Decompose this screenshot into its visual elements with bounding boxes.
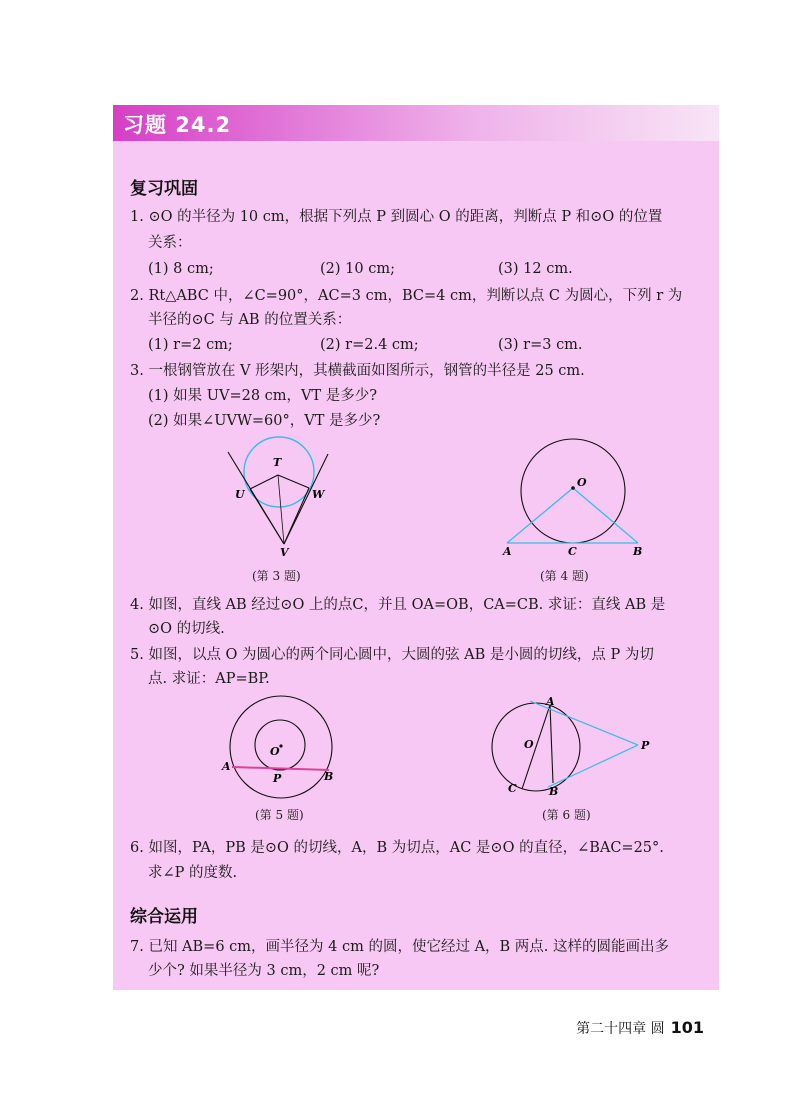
fig4-label-C: C <box>568 545 577 558</box>
fig3-segment-uv <box>250 489 284 544</box>
fig3-caption: (第 3 题) <box>252 569 301 583</box>
q4-line1: 4. 如图，直线 AB 经过⊙O 上的点C，并且 OA=OB，CA=CB. 求证：直线 AB 是 <box>130 597 666 613</box>
fig3-segment-tv <box>278 475 284 544</box>
fig4-label-A: A <box>503 545 512 558</box>
q6-line1: 6. 如图，PA，PB 是⊙O 的切线，A，B 为切点，AC 是⊙O 的直径，∠BAC=25°. <box>130 840 664 856</box>
fig3-label-V: V <box>280 546 289 559</box>
fig5-label-P: P <box>273 772 282 785</box>
q1-option-3: (3) 12 cm. <box>498 261 573 277</box>
fig5-caption: (第 5 题) <box>255 808 304 822</box>
q2-line1: 2. Rt△ABC 中，∠C=90°，AC=3 cm，BC=4 cm，判断以点 C 为圆心，下列 r 为 <box>130 288 683 304</box>
fig4-circle <box>521 439 625 543</box>
fig4-segment-oa <box>507 488 573 543</box>
header-bar <box>113 105 719 141</box>
fig6-label-C: C <box>508 782 517 795</box>
page-number: 101 <box>670 1018 704 1037</box>
exercise-title: 习题 24.2 <box>123 113 232 137</box>
fig6-tangent-pb <box>548 745 638 787</box>
fig6-label-O: O <box>524 738 534 751</box>
figure-4 <box>495 433 655 558</box>
q2-option-2: (2) r=2.4 cm; <box>320 337 419 353</box>
fig4-caption: (第 4 题) <box>540 569 589 583</box>
fig4-label-B: B <box>633 545 643 558</box>
q2-line2: 半径的⊙C 与 AB 的位置关系： <box>148 312 352 328</box>
fig3-segment-tw <box>278 475 309 488</box>
fig4-label-O: O <box>577 476 587 489</box>
q3-sub2: (2) 如果∠UVW=60°，VT 是多少? <box>148 413 381 429</box>
q2-option-1: (1) r=2 cm; <box>148 337 233 353</box>
figure-3 <box>220 432 340 562</box>
fig6-label-A: A <box>546 695 555 708</box>
fig3-label-T: T <box>273 456 282 469</box>
section-review-title: 复习巩固 <box>130 179 198 199</box>
fig5-label-O: O <box>270 745 280 758</box>
fig6-caption: (第 6 题) <box>542 808 591 822</box>
fig6-chord-ab <box>550 705 553 783</box>
fig3-label-W: W <box>312 488 325 501</box>
footer-chapter: 第二十四章 圆 <box>576 1021 665 1037</box>
q5-line1: 5. 如图，以点 O 为圆心的两个同心圆中，大圆的弦 AB 是小圆的切线，点 P 为切 <box>130 647 654 663</box>
fig5-center-dot <box>279 744 282 747</box>
figure-5 <box>218 695 343 805</box>
q1-line2: 关系： <box>148 235 192 251</box>
q1-option-2: (2) 10 cm; <box>320 261 395 277</box>
fig4-center-dot <box>571 486 575 490</box>
q4-line2: ⊙O 的切线. <box>148 621 225 637</box>
fig3-label-U: U <box>235 488 245 501</box>
q3-sub1: (1) 如果 UV=28 cm，VT 是多少? <box>148 388 378 404</box>
fig6-label-B: B <box>549 785 559 798</box>
fig4-segment-ob <box>573 488 638 543</box>
q7-line1: 7. 已知 AB=6 cm，画半径为 4 cm 的圆，使它经过 A，B 两点. 这样的圆能画出多 <box>130 939 670 955</box>
q1-line1: 1. ⊙O 的半径为 10 cm，根据下列点 P 到圆心 O 的距离，判断点 P 和⊙O 的位置 <box>130 209 663 225</box>
figure-6 <box>490 697 660 802</box>
q3-line1: 3. 一根钢管放在 V 形架内，其横截面如图所示，钢管的半径是 25 cm. <box>130 363 585 379</box>
page-footer <box>576 1018 704 1038</box>
fig3-segment-wv <box>284 488 309 544</box>
section-apply-title: 综合运用 <box>130 907 198 927</box>
fig5-label-A: A <box>222 760 231 773</box>
q7-line2: 少个? 如果半径为 3 cm，2 cm 呢? <box>148 963 380 979</box>
fig6-label-P: P <box>641 739 650 752</box>
q1-option-1: (1) 8 cm; <box>148 261 214 277</box>
q6-line2: 求∠P 的度数. <box>148 865 238 881</box>
fig5-label-B: B <box>324 770 334 783</box>
fig3-segment-tu <box>250 475 278 489</box>
q2-option-3: (3) r=3 cm. <box>498 337 583 353</box>
q5-line2: 点. 求证：AP=BP. <box>148 671 270 687</box>
